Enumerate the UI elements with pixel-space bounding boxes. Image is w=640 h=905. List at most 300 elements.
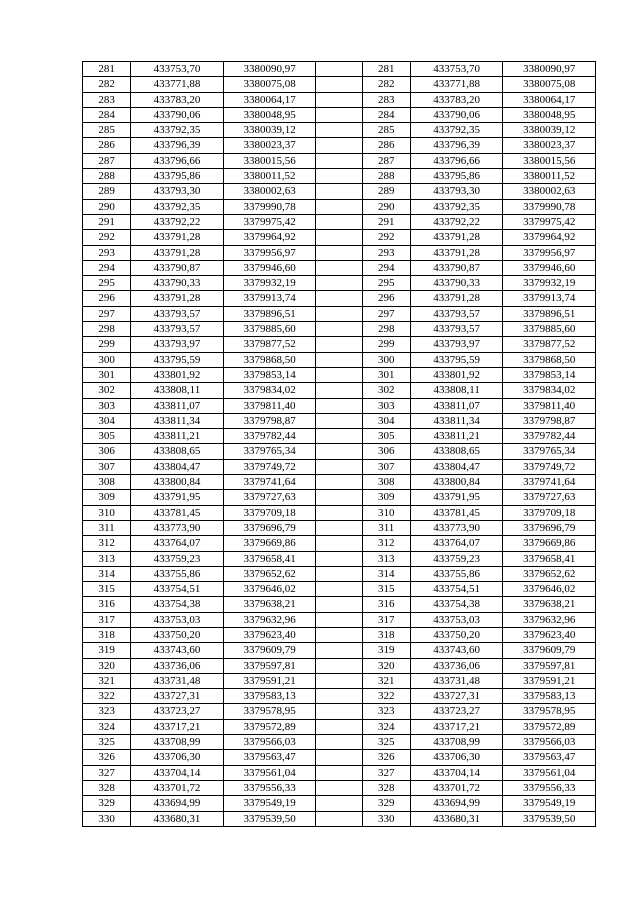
right-x-coordinate-cell: 433706,30 bbox=[410, 750, 503, 765]
right-x-coordinate-cell: 433793,97 bbox=[410, 337, 503, 352]
left-x-coordinate-cell: 433791,28 bbox=[131, 245, 224, 260]
right-x-coordinate-cell: 433795,86 bbox=[410, 169, 503, 184]
left-y-coordinate-cell: 3380015,56 bbox=[223, 153, 316, 168]
table-row bbox=[83, 444, 596, 459]
table-row bbox=[83, 245, 596, 260]
right-point-number-cell: 305 bbox=[362, 429, 410, 444]
separator-cell bbox=[316, 765, 362, 780]
left-point-number-cell: 318 bbox=[83, 627, 131, 642]
left-y-coordinate-cell: 3380039,12 bbox=[223, 123, 316, 138]
left-y-coordinate-cell: 3379913,74 bbox=[223, 291, 316, 306]
right-y-coordinate-cell: 3379566,03 bbox=[503, 735, 596, 750]
table-row bbox=[83, 689, 596, 704]
table-row bbox=[83, 811, 596, 826]
left-x-coordinate-cell: 433773,90 bbox=[131, 520, 224, 535]
table-row bbox=[83, 322, 596, 337]
left-x-coordinate-cell: 433793,57 bbox=[131, 306, 224, 321]
left-y-coordinate-cell: 3379563,47 bbox=[223, 750, 316, 765]
left-y-coordinate-cell: 3379583,13 bbox=[223, 689, 316, 704]
table-row bbox=[83, 169, 596, 184]
left-x-coordinate-cell: 433791,95 bbox=[131, 490, 224, 505]
right-x-coordinate-cell: 433704,14 bbox=[410, 765, 503, 780]
left-point-number-cell: 295 bbox=[83, 276, 131, 291]
left-x-coordinate-cell: 433701,72 bbox=[131, 780, 224, 795]
left-x-coordinate-cell: 433795,86 bbox=[131, 169, 224, 184]
left-x-coordinate-cell: 433750,20 bbox=[131, 627, 224, 642]
left-point-number-cell: 315 bbox=[83, 582, 131, 597]
right-point-number-cell: 312 bbox=[362, 536, 410, 551]
right-x-coordinate-cell: 433791,28 bbox=[410, 291, 503, 306]
left-point-number-cell: 296 bbox=[83, 291, 131, 306]
left-x-coordinate-cell: 433723,27 bbox=[131, 704, 224, 719]
right-x-coordinate-cell: 433801,92 bbox=[410, 367, 503, 382]
separator-cell bbox=[316, 536, 362, 551]
left-point-number-cell: 291 bbox=[83, 214, 131, 229]
right-y-coordinate-cell: 3379572,89 bbox=[503, 719, 596, 734]
right-y-coordinate-cell: 3380011,52 bbox=[503, 169, 596, 184]
right-x-coordinate-cell: 433755,86 bbox=[410, 566, 503, 581]
left-point-number-cell: 316 bbox=[83, 597, 131, 612]
separator-cell bbox=[316, 291, 362, 306]
table-row bbox=[83, 658, 596, 673]
right-point-number-cell: 307 bbox=[362, 459, 410, 474]
left-point-number-cell: 330 bbox=[83, 811, 131, 826]
right-y-coordinate-cell: 3380090,97 bbox=[503, 62, 596, 77]
right-y-coordinate-cell: 3379623,40 bbox=[503, 627, 596, 642]
left-y-coordinate-cell: 3379896,51 bbox=[223, 306, 316, 321]
right-y-coordinate-cell: 3379563,47 bbox=[503, 750, 596, 765]
table-row bbox=[83, 780, 596, 795]
left-y-coordinate-cell: 3379549,19 bbox=[223, 796, 316, 811]
left-x-coordinate-cell: 433796,39 bbox=[131, 138, 224, 153]
left-point-number-cell: 283 bbox=[83, 92, 131, 107]
separator-cell bbox=[316, 383, 362, 398]
left-point-number-cell: 321 bbox=[83, 673, 131, 688]
right-x-coordinate-cell: 433754,51 bbox=[410, 582, 503, 597]
table-row bbox=[83, 138, 596, 153]
separator-cell bbox=[316, 811, 362, 826]
left-x-coordinate-cell: 433764,07 bbox=[131, 536, 224, 551]
left-y-coordinate-cell: 3379556,33 bbox=[223, 780, 316, 795]
left-x-coordinate-cell: 433755,86 bbox=[131, 566, 224, 581]
left-y-coordinate-cell: 3379877,52 bbox=[223, 337, 316, 352]
right-y-coordinate-cell: 3379749,72 bbox=[503, 459, 596, 474]
left-x-coordinate-cell: 433753,70 bbox=[131, 62, 224, 77]
table-row bbox=[83, 367, 596, 382]
table-row bbox=[83, 153, 596, 168]
right-point-number-cell: 282 bbox=[362, 77, 410, 92]
table-row bbox=[83, 566, 596, 581]
left-x-coordinate-cell: 433759,23 bbox=[131, 551, 224, 566]
left-point-number-cell: 322 bbox=[83, 689, 131, 704]
left-y-coordinate-cell: 3379591,21 bbox=[223, 673, 316, 688]
table-row bbox=[83, 276, 596, 291]
right-point-number-cell: 317 bbox=[362, 612, 410, 627]
left-point-number-cell: 302 bbox=[83, 383, 131, 398]
right-x-coordinate-cell: 433791,95 bbox=[410, 490, 503, 505]
left-x-coordinate-cell: 433792,35 bbox=[131, 123, 224, 138]
separator-cell bbox=[316, 214, 362, 229]
left-y-coordinate-cell: 3379885,60 bbox=[223, 322, 316, 337]
right-x-coordinate-cell: 433753,03 bbox=[410, 612, 503, 627]
left-x-coordinate-cell: 433753,03 bbox=[131, 612, 224, 627]
right-x-coordinate-cell: 433804,47 bbox=[410, 459, 503, 474]
left-point-number-cell: 304 bbox=[83, 413, 131, 428]
separator-cell bbox=[316, 230, 362, 245]
separator-cell bbox=[316, 184, 362, 199]
separator-cell bbox=[316, 566, 362, 581]
table-row bbox=[83, 92, 596, 107]
right-point-number-cell: 295 bbox=[362, 276, 410, 291]
right-point-number-cell: 323 bbox=[362, 704, 410, 719]
right-x-coordinate-cell: 433723,27 bbox=[410, 704, 503, 719]
right-x-coordinate-cell: 433694,99 bbox=[410, 796, 503, 811]
right-y-coordinate-cell: 3379975,42 bbox=[503, 214, 596, 229]
right-y-coordinate-cell: 3379868,50 bbox=[503, 352, 596, 367]
right-y-coordinate-cell: 3379798,87 bbox=[503, 413, 596, 428]
right-y-coordinate-cell: 3379765,34 bbox=[503, 444, 596, 459]
separator-cell bbox=[316, 643, 362, 658]
right-point-number-cell: 292 bbox=[362, 230, 410, 245]
left-y-coordinate-cell: 3379597,81 bbox=[223, 658, 316, 673]
right-x-coordinate-cell: 433800,84 bbox=[410, 475, 503, 490]
table-row bbox=[83, 627, 596, 642]
separator-cell bbox=[316, 582, 362, 597]
table-row bbox=[83, 199, 596, 214]
separator-cell bbox=[316, 704, 362, 719]
right-x-coordinate-cell: 433736,06 bbox=[410, 658, 503, 673]
separator-cell bbox=[316, 735, 362, 750]
table-row bbox=[83, 582, 596, 597]
right-x-coordinate-cell: 433811,34 bbox=[410, 413, 503, 428]
left-y-coordinate-cell: 3379964,92 bbox=[223, 230, 316, 245]
right-point-number-cell: 297 bbox=[362, 306, 410, 321]
left-x-coordinate-cell: 433811,07 bbox=[131, 398, 224, 413]
right-point-number-cell: 281 bbox=[362, 62, 410, 77]
left-y-coordinate-cell: 3380023,37 bbox=[223, 138, 316, 153]
left-y-coordinate-cell: 3380011,52 bbox=[223, 169, 316, 184]
right-y-coordinate-cell: 3379632,96 bbox=[503, 612, 596, 627]
right-point-number-cell: 294 bbox=[362, 260, 410, 275]
left-point-number-cell: 310 bbox=[83, 505, 131, 520]
right-point-number-cell: 286 bbox=[362, 138, 410, 153]
left-x-coordinate-cell: 433792,22 bbox=[131, 214, 224, 229]
table-row bbox=[83, 765, 596, 780]
right-x-coordinate-cell: 433793,57 bbox=[410, 306, 503, 321]
right-x-coordinate-cell: 433743,60 bbox=[410, 643, 503, 658]
coordinates-table-body bbox=[83, 62, 596, 827]
table-row bbox=[83, 520, 596, 535]
left-point-number-cell: 320 bbox=[83, 658, 131, 673]
separator-cell bbox=[316, 520, 362, 535]
table-row bbox=[83, 475, 596, 490]
separator-cell bbox=[316, 153, 362, 168]
left-point-number-cell: 326 bbox=[83, 750, 131, 765]
left-y-coordinate-cell: 3379566,03 bbox=[223, 735, 316, 750]
left-y-coordinate-cell: 3379727,63 bbox=[223, 490, 316, 505]
left-x-coordinate-cell: 433793,57 bbox=[131, 322, 224, 337]
right-point-number-cell: 296 bbox=[362, 291, 410, 306]
right-y-coordinate-cell: 3380015,56 bbox=[503, 153, 596, 168]
left-x-coordinate-cell: 433790,33 bbox=[131, 276, 224, 291]
table-row bbox=[83, 230, 596, 245]
right-point-number-cell: 299 bbox=[362, 337, 410, 352]
right-x-coordinate-cell: 433754,38 bbox=[410, 597, 503, 612]
left-y-coordinate-cell: 3379578,95 bbox=[223, 704, 316, 719]
left-x-coordinate-cell: 433811,34 bbox=[131, 413, 224, 428]
left-point-number-cell: 290 bbox=[83, 199, 131, 214]
separator-cell bbox=[316, 306, 362, 321]
right-y-coordinate-cell: 3379669,86 bbox=[503, 536, 596, 551]
separator-cell bbox=[316, 92, 362, 107]
separator-cell bbox=[316, 475, 362, 490]
right-point-number-cell: 325 bbox=[362, 735, 410, 750]
right-x-coordinate-cell: 433792,35 bbox=[410, 199, 503, 214]
left-point-number-cell: 309 bbox=[83, 490, 131, 505]
right-point-number-cell: 313 bbox=[362, 551, 410, 566]
right-y-coordinate-cell: 3379561,04 bbox=[503, 765, 596, 780]
left-x-coordinate-cell: 433727,31 bbox=[131, 689, 224, 704]
separator-cell bbox=[316, 398, 362, 413]
right-point-number-cell: 306 bbox=[362, 444, 410, 459]
right-x-coordinate-cell: 433792,22 bbox=[410, 214, 503, 229]
separator-cell bbox=[316, 796, 362, 811]
table-row bbox=[83, 306, 596, 321]
left-point-number-cell: 284 bbox=[83, 107, 131, 122]
left-y-coordinate-cell: 3379853,14 bbox=[223, 367, 316, 382]
left-y-coordinate-cell: 3379632,96 bbox=[223, 612, 316, 627]
right-y-coordinate-cell: 3379696,79 bbox=[503, 520, 596, 535]
right-y-coordinate-cell: 3379638,21 bbox=[503, 597, 596, 612]
left-point-number-cell: 294 bbox=[83, 260, 131, 275]
separator-cell bbox=[316, 673, 362, 688]
separator-cell bbox=[316, 429, 362, 444]
right-point-number-cell: 318 bbox=[362, 627, 410, 642]
separator-cell bbox=[316, 689, 362, 704]
separator-cell bbox=[316, 199, 362, 214]
right-point-number-cell: 309 bbox=[362, 490, 410, 505]
right-y-coordinate-cell: 3379782,44 bbox=[503, 429, 596, 444]
left-x-coordinate-cell: 433743,60 bbox=[131, 643, 224, 658]
right-x-coordinate-cell: 433796,39 bbox=[410, 138, 503, 153]
right-x-coordinate-cell: 433783,20 bbox=[410, 92, 503, 107]
left-point-number-cell: 293 bbox=[83, 245, 131, 260]
left-point-number-cell: 329 bbox=[83, 796, 131, 811]
left-point-number-cell: 297 bbox=[83, 306, 131, 321]
left-point-number-cell: 313 bbox=[83, 551, 131, 566]
table-row bbox=[83, 643, 596, 658]
right-y-coordinate-cell: 3379932,19 bbox=[503, 276, 596, 291]
left-point-number-cell: 307 bbox=[83, 459, 131, 474]
separator-cell bbox=[316, 260, 362, 275]
right-point-number-cell: 290 bbox=[362, 199, 410, 214]
right-x-coordinate-cell: 433795,59 bbox=[410, 352, 503, 367]
right-point-number-cell: 298 bbox=[362, 322, 410, 337]
left-y-coordinate-cell: 3379798,87 bbox=[223, 413, 316, 428]
left-x-coordinate-cell: 433680,31 bbox=[131, 811, 224, 826]
right-point-number-cell: 330 bbox=[362, 811, 410, 826]
right-y-coordinate-cell: 3380064,17 bbox=[503, 92, 596, 107]
right-y-coordinate-cell: 3379539,50 bbox=[503, 811, 596, 826]
separator-cell bbox=[316, 658, 362, 673]
right-x-coordinate-cell: 433793,30 bbox=[410, 184, 503, 199]
right-point-number-cell: 327 bbox=[362, 765, 410, 780]
separator-cell bbox=[316, 337, 362, 352]
separator-cell bbox=[316, 719, 362, 734]
left-point-number-cell: 314 bbox=[83, 566, 131, 581]
left-point-number-cell: 325 bbox=[83, 735, 131, 750]
left-x-coordinate-cell: 433792,35 bbox=[131, 199, 224, 214]
separator-cell bbox=[316, 459, 362, 474]
right-y-coordinate-cell: 3379853,14 bbox=[503, 367, 596, 382]
separator-cell bbox=[316, 413, 362, 428]
left-point-number-cell: 289 bbox=[83, 184, 131, 199]
right-point-number-cell: 289 bbox=[362, 184, 410, 199]
left-x-coordinate-cell: 433795,59 bbox=[131, 352, 224, 367]
left-point-number-cell: 286 bbox=[83, 138, 131, 153]
left-point-number-cell: 311 bbox=[83, 520, 131, 535]
left-x-coordinate-cell: 433791,28 bbox=[131, 230, 224, 245]
right-point-number-cell: 287 bbox=[362, 153, 410, 168]
table-row bbox=[83, 260, 596, 275]
right-y-coordinate-cell: 3379583,13 bbox=[503, 689, 596, 704]
right-point-number-cell: 284 bbox=[362, 107, 410, 122]
table-row bbox=[83, 214, 596, 229]
right-x-coordinate-cell: 433701,72 bbox=[410, 780, 503, 795]
left-point-number-cell: 287 bbox=[83, 153, 131, 168]
left-point-number-cell: 285 bbox=[83, 123, 131, 138]
table-row bbox=[83, 62, 596, 77]
separator-cell bbox=[316, 367, 362, 382]
table-row bbox=[83, 459, 596, 474]
right-x-coordinate-cell: 433808,65 bbox=[410, 444, 503, 459]
left-x-coordinate-cell: 433811,21 bbox=[131, 429, 224, 444]
left-y-coordinate-cell: 3379709,18 bbox=[223, 505, 316, 520]
left-x-coordinate-cell: 433791,28 bbox=[131, 291, 224, 306]
right-x-coordinate-cell: 433811,07 bbox=[410, 398, 503, 413]
left-point-number-cell: 305 bbox=[83, 429, 131, 444]
right-point-number-cell: 329 bbox=[362, 796, 410, 811]
right-point-number-cell: 303 bbox=[362, 398, 410, 413]
right-x-coordinate-cell: 433773,90 bbox=[410, 520, 503, 535]
right-x-coordinate-cell: 433791,28 bbox=[410, 245, 503, 260]
right-point-number-cell: 321 bbox=[362, 673, 410, 688]
left-x-coordinate-cell: 433771,88 bbox=[131, 77, 224, 92]
right-point-number-cell: 300 bbox=[362, 352, 410, 367]
table-row bbox=[83, 750, 596, 765]
right-x-coordinate-cell: 433717,21 bbox=[410, 719, 503, 734]
left-point-number-cell: 281 bbox=[83, 62, 131, 77]
left-y-coordinate-cell: 3379932,19 bbox=[223, 276, 316, 291]
left-y-coordinate-cell: 3379975,42 bbox=[223, 214, 316, 229]
right-point-number-cell: 316 bbox=[362, 597, 410, 612]
right-y-coordinate-cell: 3379834,02 bbox=[503, 383, 596, 398]
left-y-coordinate-cell: 3379749,72 bbox=[223, 459, 316, 474]
left-point-number-cell: 299 bbox=[83, 337, 131, 352]
left-point-number-cell: 301 bbox=[83, 367, 131, 382]
left-point-number-cell: 303 bbox=[83, 398, 131, 413]
left-y-coordinate-cell: 3380048,95 bbox=[223, 107, 316, 122]
table-row bbox=[83, 291, 596, 306]
left-point-number-cell: 319 bbox=[83, 643, 131, 658]
right-point-number-cell: 285 bbox=[362, 123, 410, 138]
right-y-coordinate-cell: 3379946,60 bbox=[503, 260, 596, 275]
right-y-coordinate-cell: 3379578,95 bbox=[503, 704, 596, 719]
right-x-coordinate-cell: 433793,57 bbox=[410, 322, 503, 337]
right-y-coordinate-cell: 3379709,18 bbox=[503, 505, 596, 520]
table-row bbox=[83, 337, 596, 352]
right-point-number-cell: 311 bbox=[362, 520, 410, 535]
left-y-coordinate-cell: 3379623,40 bbox=[223, 627, 316, 642]
left-x-coordinate-cell: 433793,97 bbox=[131, 337, 224, 352]
left-y-coordinate-cell: 3379561,04 bbox=[223, 765, 316, 780]
separator-cell bbox=[316, 352, 362, 367]
right-y-coordinate-cell: 3379896,51 bbox=[503, 306, 596, 321]
right-y-coordinate-cell: 3379913,74 bbox=[503, 291, 596, 306]
table-row bbox=[83, 398, 596, 413]
right-y-coordinate-cell: 3379964,92 bbox=[503, 230, 596, 245]
left-x-coordinate-cell: 433801,92 bbox=[131, 367, 224, 382]
left-y-coordinate-cell: 3379638,21 bbox=[223, 597, 316, 612]
left-y-coordinate-cell: 3380090,97 bbox=[223, 62, 316, 77]
left-y-coordinate-cell: 3379609,79 bbox=[223, 643, 316, 658]
right-x-coordinate-cell: 433808,11 bbox=[410, 383, 503, 398]
right-y-coordinate-cell: 3379741,64 bbox=[503, 475, 596, 490]
right-point-number-cell: 320 bbox=[362, 658, 410, 673]
right-y-coordinate-cell: 3379877,52 bbox=[503, 337, 596, 352]
left-point-number-cell: 323 bbox=[83, 704, 131, 719]
right-point-number-cell: 319 bbox=[362, 643, 410, 658]
left-point-number-cell: 300 bbox=[83, 352, 131, 367]
right-x-coordinate-cell: 433791,28 bbox=[410, 230, 503, 245]
left-y-coordinate-cell: 3379868,50 bbox=[223, 352, 316, 367]
right-y-coordinate-cell: 3379597,81 bbox=[503, 658, 596, 673]
separator-cell bbox=[316, 505, 362, 520]
right-y-coordinate-cell: 3379956,97 bbox=[503, 245, 596, 260]
right-point-number-cell: 302 bbox=[362, 383, 410, 398]
left-point-number-cell: 306 bbox=[83, 444, 131, 459]
left-x-coordinate-cell: 433783,20 bbox=[131, 92, 224, 107]
right-y-coordinate-cell: 3379556,33 bbox=[503, 780, 596, 795]
right-x-coordinate-cell: 433781,45 bbox=[410, 505, 503, 520]
table-row bbox=[83, 796, 596, 811]
left-point-number-cell: 324 bbox=[83, 719, 131, 734]
right-x-coordinate-cell: 433731,48 bbox=[410, 673, 503, 688]
right-x-coordinate-cell: 433811,21 bbox=[410, 429, 503, 444]
left-point-number-cell: 308 bbox=[83, 475, 131, 490]
right-point-number-cell: 326 bbox=[362, 750, 410, 765]
right-point-number-cell: 291 bbox=[362, 214, 410, 229]
right-x-coordinate-cell: 433764,07 bbox=[410, 536, 503, 551]
separator-cell bbox=[316, 780, 362, 795]
separator-cell bbox=[316, 551, 362, 566]
left-x-coordinate-cell: 433808,65 bbox=[131, 444, 224, 459]
left-x-coordinate-cell: 433754,38 bbox=[131, 597, 224, 612]
left-y-coordinate-cell: 3379765,34 bbox=[223, 444, 316, 459]
left-y-coordinate-cell: 3379646,02 bbox=[223, 582, 316, 597]
table-row bbox=[83, 536, 596, 551]
right-y-coordinate-cell: 3380002,63 bbox=[503, 184, 596, 199]
right-point-number-cell: 328 bbox=[362, 780, 410, 795]
left-point-number-cell: 298 bbox=[83, 322, 131, 337]
left-point-number-cell: 328 bbox=[83, 780, 131, 795]
right-y-coordinate-cell: 3380048,95 bbox=[503, 107, 596, 122]
left-point-number-cell: 282 bbox=[83, 77, 131, 92]
table-row bbox=[83, 383, 596, 398]
separator-cell bbox=[316, 169, 362, 184]
left-y-coordinate-cell: 3379834,02 bbox=[223, 383, 316, 398]
table-row bbox=[83, 612, 596, 627]
